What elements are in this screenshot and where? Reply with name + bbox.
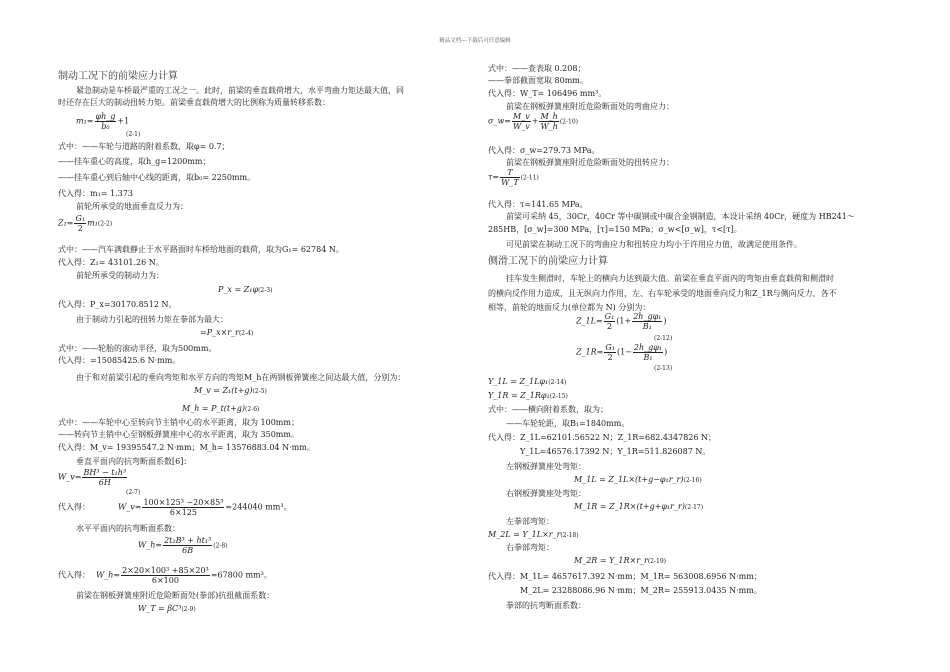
text-line: 前梁在钢板弹簧座附近危险断面处(拳部)抗扭截面系数： (76, 591, 275, 600)
section-title-sideslip: 侧滑工况下的前梁应力计算 (488, 256, 608, 267)
equation-2-8: W_h= $\frac{\text{2t₂B³ + ht₁³}}{6B}$ (2-8) (138, 536, 228, 555)
result-line: 代入得：P_x=30170.8512 N。 (58, 300, 177, 309)
result-line: 代入得：M_v= 19395547.2 N·mm；M_h= 13576883.04 N·mm。 (58, 443, 315, 452)
paragraph-line: 紧急制动是车桥最严重的工况之一。此时，前梁的垂直载荷增大，水平弯曲力矩达最大值，同 (76, 86, 404, 95)
definition-line: 式中：——车轮与道路的附着系数，取φ= 0.7； (58, 142, 230, 151)
equation-2-13: Z_1R= $\frac{\text{G₁}}{2}$ (1− $\frac{\text{2h\_gφ₁}}{\text{B₁}}$ ) (576, 343, 668, 362)
result-line: 代入得： W_v= $\frac{\text{100×125³ −20×85³}}{6\times 125}$ =244040 mm³。 (58, 498, 292, 517)
paragraph-line: 时还存在巨大的制动扭转力矩。前梁垂直载荷增大的比例称为质量转移系数： (58, 98, 330, 107)
equation-2-2: Z₁= $\frac{\text{G₁}}{2}$ m₁(2-2) (58, 214, 113, 233)
equation-2-1: m₁= $\frac{\varphi h\_g}{\text{b₀}}$ +1 (76, 112, 130, 131)
result-line: 代入得：σ_w=279.73 MPa。 (488, 146, 600, 155)
text-line: 可见前梁在制动工况下的弯曲应力和扭转应力均小于许用应力值，故满足使用条件。 (506, 240, 802, 249)
section-title-braking: 制动工况下的前梁应力计算 (58, 71, 178, 82)
result-line: 代入得： W_h= $\frac{\text{2×20×100³ +85×20³}}{6\times 100}$ =67800 mm³。 (58, 566, 272, 585)
result-line: 代入得：τ=141.65 MPa。 (488, 200, 588, 209)
equation-2-4: =P_x×r_r(2-4) (200, 328, 254, 337)
paragraph-line: 的横向反作用力造成，且无纵向力作用，左、右车轮承受的地面垂向反力和Z_1R与侧向反力，各不 (488, 289, 837, 298)
result-line: M_2L= 23288086.96 N·mm；M_2R= 255913.0435 N·mm。 (520, 586, 762, 595)
definition-line: 式中：——横向附着系数，取为； (488, 405, 608, 414)
definition-line: ——车轮轮距，取B₁=1840mm。 (506, 419, 630, 428)
equation-2-16: M_1L = Z_1L×(t+g−φ₁r_r)(2-16) (574, 475, 702, 484)
definition-line: ——拳部截面宽取 80mm。 (488, 76, 588, 85)
paragraph-line: 相等，前轮的地面反力(单位都为 N) 分别为： (488, 303, 651, 312)
text-line: 由于制动力引起的扭转力矩在拳部为最大： (76, 315, 228, 324)
text-line: 前轮所承受的地面垂直反力为： (76, 202, 188, 211)
text-line: 右钢板弹簧座处弯矩： (506, 489, 586, 498)
definition-line: ——挂车重心到后轴中心线的距离，取b₀= 2250mm。 (58, 173, 256, 182)
result-line: 代入得：W_T= 106496 mm³。 (488, 89, 607, 98)
paragraph-line: 挂车发生侧滑时，车轮上的横向力达到最大值。前梁在垂直平面内的弯矩由垂直载荷和侧滑时 (506, 274, 834, 283)
equation-2-17: M_1R = Z_1R×(t+g+φ₁r_r)(2-17) (574, 502, 704, 511)
definition-line: 式中：——车轮中心至转向节主销中心的水平距离，取为 100mm； (58, 418, 299, 427)
text-line: 垂直平面内的抗弯断面系数[6]： (76, 457, 192, 466)
result-line: 代入得：M_1L= 4657617.392 N·mm；M_1R= 563008.6956 N·mm； (488, 572, 762, 581)
text-line: 285HB，[σ_w]=300 MPa，[τ]=150 MPa；σ_w<[σ_w]，τ<[τ]。 (488, 225, 742, 234)
definition-line: 式中：——查表取 0.208； (488, 64, 586, 73)
text-line: 水平平面内的抗弯断面系数： (76, 524, 180, 533)
result-line: Y_1L=46576.17392 N；Y_1R=511.826087 N。 (520, 447, 711, 456)
equation-2-9: W_T = βC³(2-9) (138, 604, 196, 613)
text-line: 右拳部弯矩： (506, 543, 554, 552)
text-line: 左钢板弹簧座处弯矩： (506, 462, 586, 471)
result-line: 代入得：Z_1L=62101.56522 N；Z_1R=682.4347826 N； (488, 433, 717, 442)
equation-2-18: M_2L = Y_1L×r_r(2-18) (488, 530, 579, 539)
equation-2-10: σ_w= $\frac{M\_v}{W\_v}$ + $\frac{M\_h}{W\_h}$ (2-10) (488, 112, 579, 131)
equation-number: (2-1) (126, 131, 141, 138)
text-line: 拳部的抗弯断面系数： (506, 601, 586, 610)
definition-line: 式中：——轮胎的滚动半径，取为500mm。 (58, 344, 217, 353)
result-line: 代入得：m₁= 1.373 (58, 189, 133, 198)
equation-2-3: P_x = Z₁φ(2-3) (218, 285, 273, 294)
result-line: 代入得：=15085425.6 N·mm。 (58, 356, 181, 365)
equation-2-14: Y_1L = Z_1Lφ₁(2-14) (488, 377, 567, 386)
equation-2-12: Z_1L= $\frac{\text{G₁}}{2}$ (1+ $\frac{\text{2h\_gφ₁}}{\text{B₁}}$ ) (576, 312, 667, 331)
definition-line: ——转向节主销中心至钢板弹簧座中心的水平距离，取为 350mm。 (58, 430, 299, 439)
definition-line: ——挂车重心的高度，取h_g=1200mm； (58, 157, 211, 166)
definition-line: 式中：——汽车满载静止于水平路面时车桥给地面的载荷，取为G₁= 62784 N。 (58, 245, 344, 254)
equation-number: (2-12) (654, 335, 673, 342)
text-line: 前梁在钢板弹簧座附近危险断面处的扭转应力： (506, 158, 674, 167)
text-line: 前梁可采纳 45，30Cr，40Cr 等中碳钢或中碳合金钢制造，本设计采纳 40Cr，硬度为 HB241～ (506, 212, 855, 221)
result-line: 代入得：Z₁= 43101.26 N。 (58, 258, 164, 267)
equation-2-7: W_v= $\frac{\text{BH³ − t₁h³}}{6H}$ (58, 468, 127, 487)
equation-2-6: M_h = P_t(t+g)(2-6) (182, 404, 260, 413)
page-header: 精品文档---下载后可任意编辑 (439, 38, 511, 44)
equation-number: (2-13) (654, 365, 673, 372)
equation-2-15: Y_1R = Z_1Rφ₁(2-15) (488, 391, 568, 400)
text-line: 由于和对前梁引起的垂向弯矩和水平方向的弯矩M_h在两钢板弹簧座之间达最大值，分别为： (76, 373, 406, 382)
equation-number: (2-7) (126, 489, 141, 496)
equation-2-19: M_2R = Y_1R×r_r(2-19) (574, 556, 667, 565)
text-line: 前轮所承受的制动力为： (76, 271, 164, 280)
text-line: 前梁在钢板弹簧座附近危险断面处的弯曲应力： (506, 102, 674, 111)
equation-2-5: M_v = Z₁(t+g)(2-5) (194, 386, 267, 395)
equation-2-11: τ= $\frac{T}{W\_T}$ (2-11) (488, 168, 539, 187)
text-line: 左拳部弯矩： (506, 517, 554, 526)
